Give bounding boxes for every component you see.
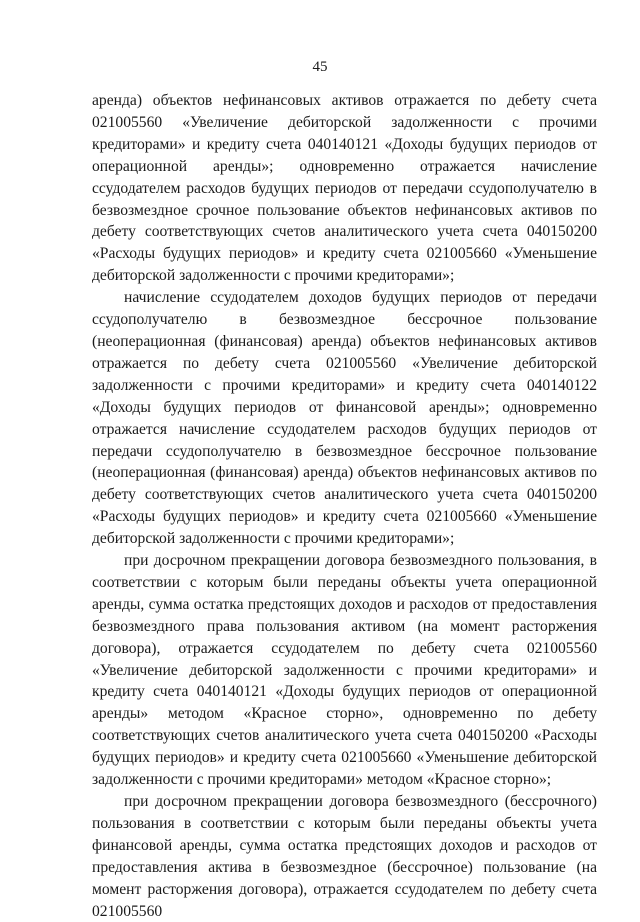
paragraph: при досрочном прекращении договора безвозмездного (бессрочного) пользования в соответствии с которым были переданы объекты учета финансовой аренды, сумма остатка предстоящих доходов и расходов от предоставления актива в безвозмездное (бессрочное) пользование (на момент расторжения договора), отражается ссудодателем по дебету счета 021005560 <box>92 793 597 920</box>
paragraph: при досрочном прекращении договора безвозмездного пользования, в соответствии с которым были переданы объекты учета операционной аренды, сумма остатка предстоящих доходов и расходов от предоставления безвозмездного права пользования активом (на момент расторжения договора), отражается ссудодателем по дебету счета 021005560 «Увеличение дебиторской задолженности с прочими кредиторами» и кредиту счета 040140121 «Доходы будущих периодов от операционной аренды» методом «Красное сторно», одновременно по дебету соответствующих счетов аналитического учета счета 040150200 «Расходы будущих периодов» и кредиту счета 021005660 «Уменьшение дебиторской задолженности с прочими кредиторами» методом «Красное сторно»; <box>92 552 597 789</box>
paragraph: начисление ссудодателем доходов будущих периодов от передачи ссудополучателю в безвозмездное бессрочное пользование (неоперационная (финансовая) аренда) объектов нефинансовых активов отражается по дебету счета 021005560 «Увеличение дебиторской задолженности с прочими кредиторами» и кредиту счета 040140122 «Доходы будущих периодов от финансовой аренды»; одновременно отражается начисление ссудодателем расходов будущих периодов от передачи ссудополучателю в безвозмездное бессрочное пользование (неоперационная (финансовая) аренда) объектов нефинансовых активов по дебету соответствующих счетов аналитического учета счета 040150200 «Расходы будущих периодов» и кредиту счета 021005660 «Уменьшение дебиторской задолженности с прочими кредиторами»; <box>92 289 597 548</box>
document-body <box>92 90 597 922</box>
page-number: 45 <box>312 59 328 75</box>
paragraph-continued: аренда) объектов нефинансовых активов отражается по дебету счета 021005560 «Увеличение дебиторской задолженности с прочими кредиторами» и кредиту счета 040140121 «Доходы будущих периодов от операционной аренды»; одновременно отражается начисление ссудодателем расходов будущих периодов от передачи ссудополучателю в безвозмездное срочное пользование объектов нефинансовых активов по дебету соответствующих счетов аналитического учета счета 040150200 «Расходы будущих периодов» и кредиту счета 021005660 «Уменьшение дебиторской задолженности с прочими кредиторами»; <box>92 92 597 285</box>
